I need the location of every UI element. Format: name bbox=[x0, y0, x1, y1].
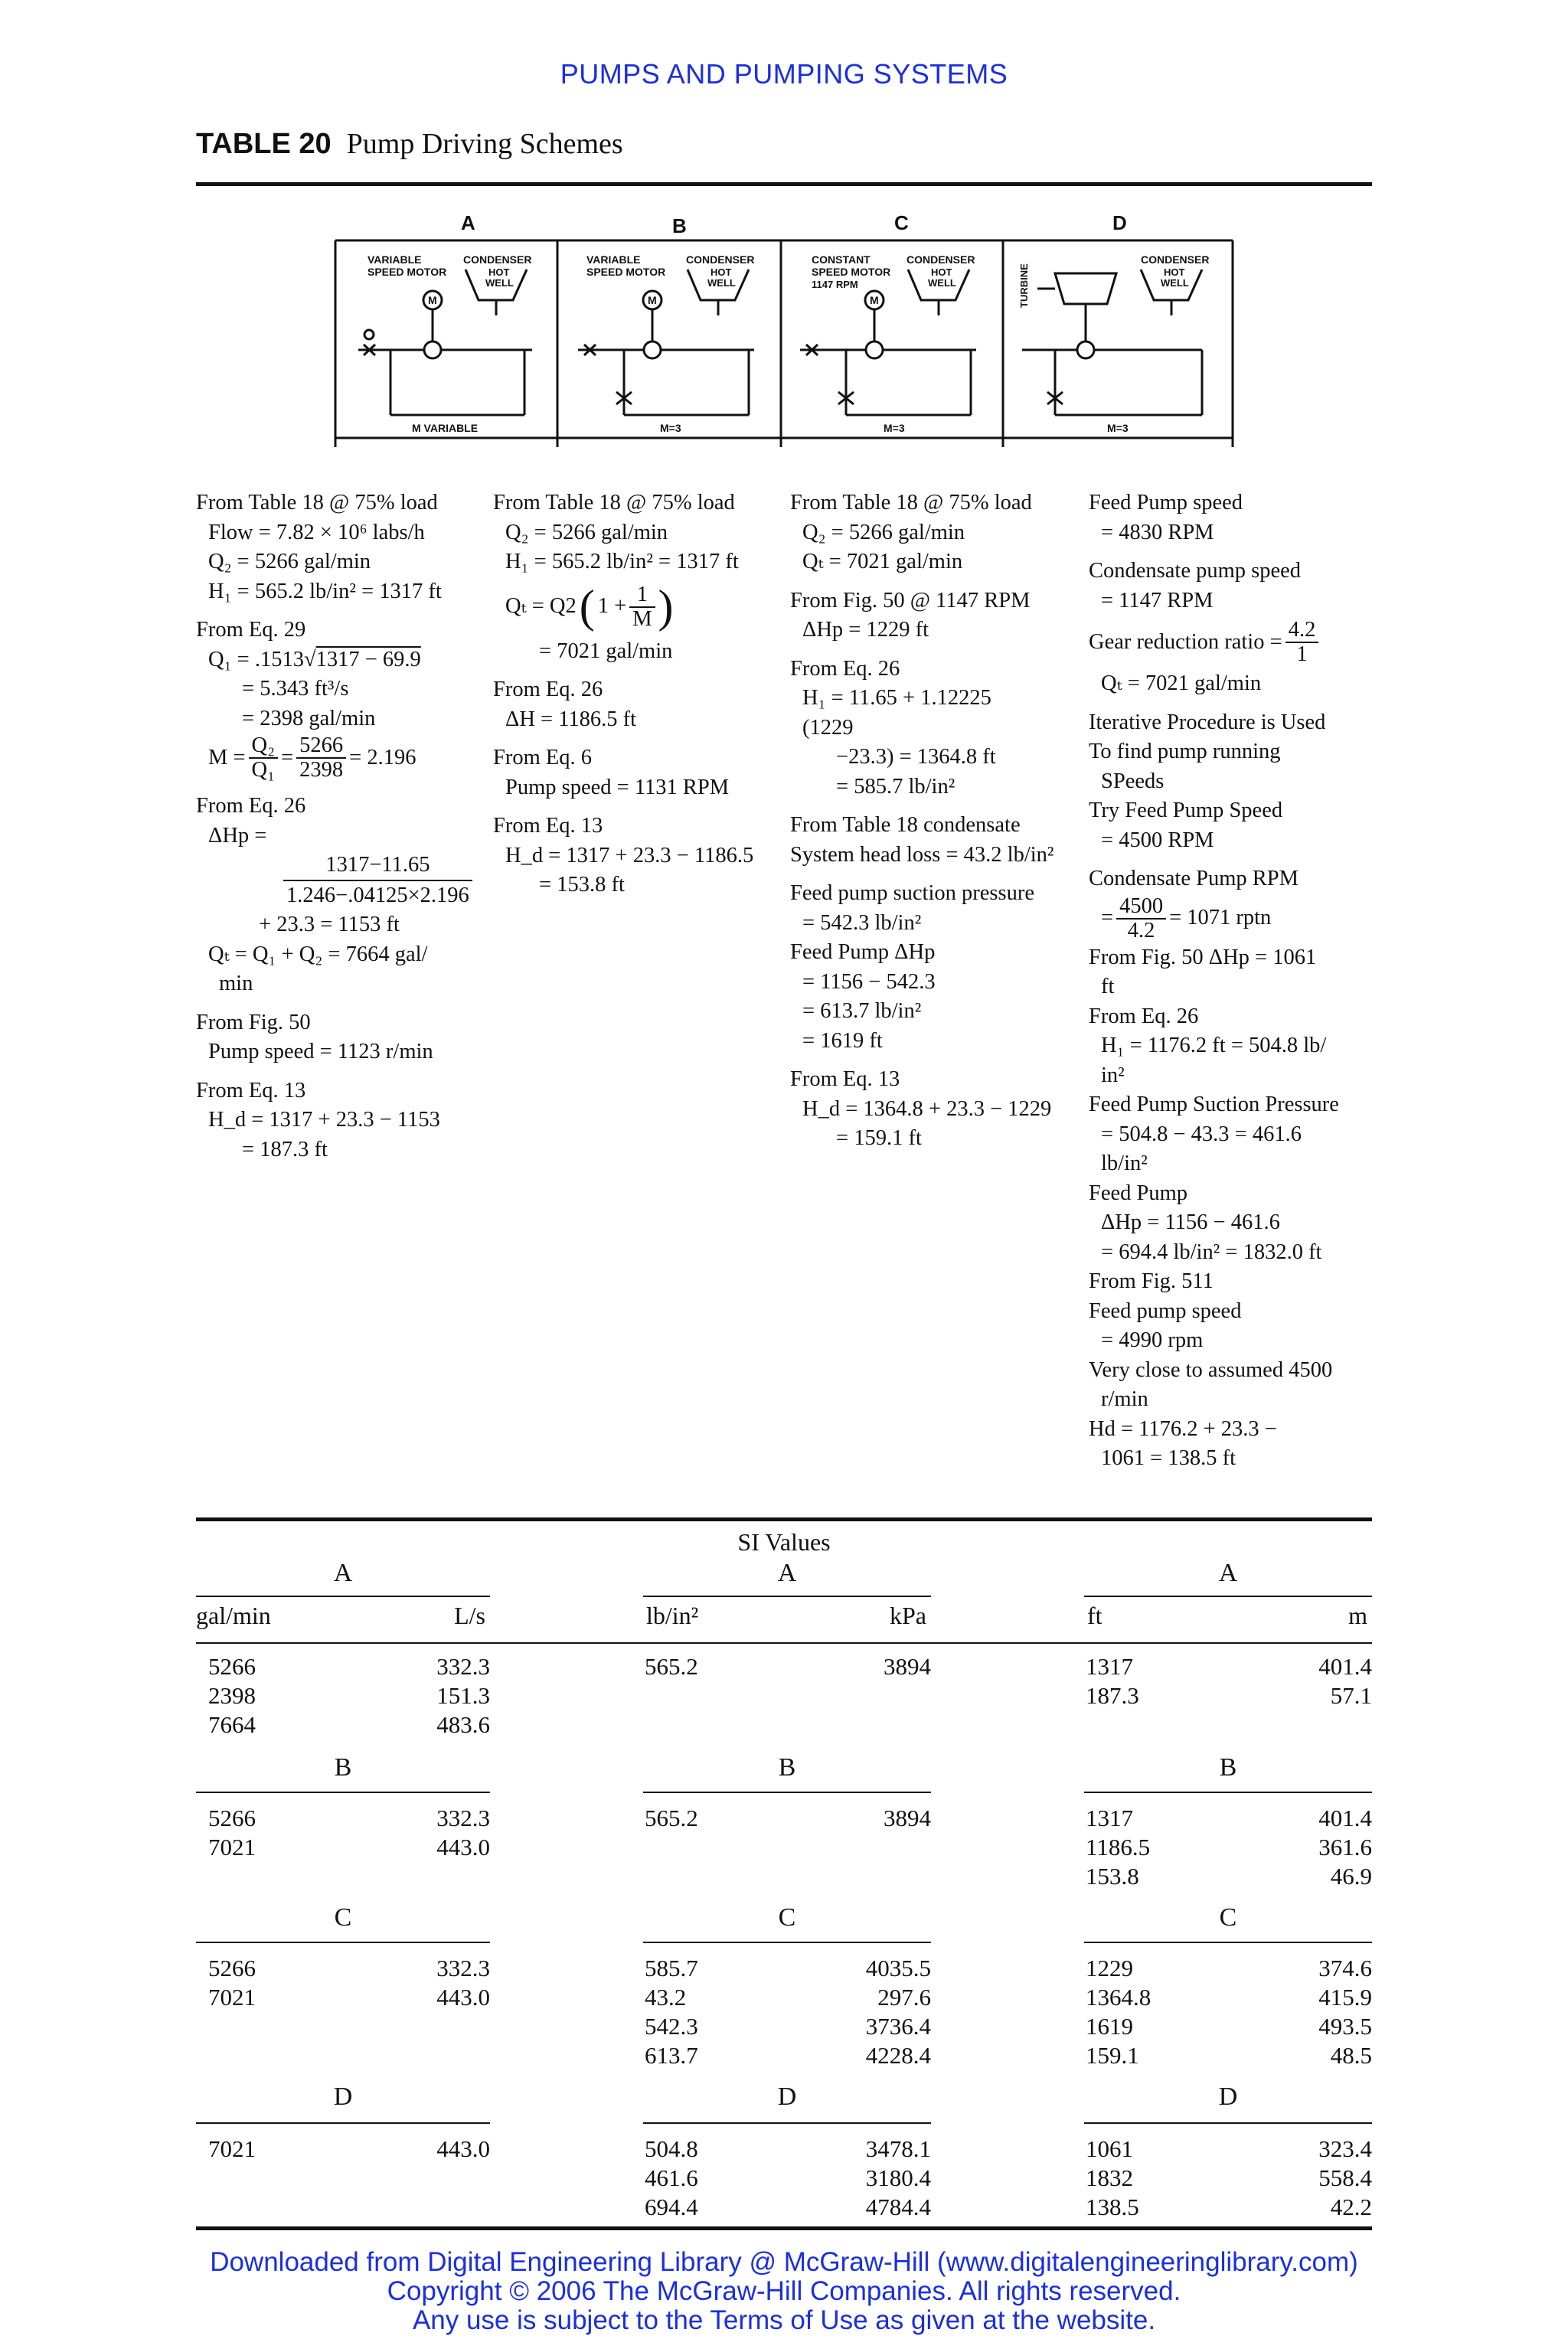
calc-line: ΔHp = 1229 ft bbox=[802, 618, 929, 642]
si-value-us: 5266 bbox=[208, 1653, 256, 1680]
footer-line-1: Downloaded from Digital Engineering Library @ McGraw-Hill (www.digitalengineeringlibrary.com) bbox=[210, 2247, 1358, 2277]
table-title bbox=[196, 127, 623, 161]
download-notice bbox=[0, 2248, 1568, 2335]
si-group-rule bbox=[196, 1596, 490, 1597]
panel-c-cond-1: CONDENSER bbox=[906, 253, 975, 266]
calc-line: = 4990 rpm bbox=[1101, 1328, 1204, 1352]
si-value-us: 1317 bbox=[1086, 1653, 1133, 1680]
si-group-label: C bbox=[778, 1903, 796, 1932]
panel-c-drive-2: SPEED MOTOR bbox=[812, 266, 891, 278]
si-value-si: 332.3 bbox=[436, 1805, 490, 1831]
panel-a-drive-1: VARIABLE bbox=[368, 253, 422, 266]
calc-line: Feed Pump speed bbox=[1089, 491, 1243, 514]
calc-line: Feed pump speed bbox=[1089, 1298, 1242, 1323]
panel-a-drive-2: SPEED MOTOR bbox=[368, 266, 447, 278]
calc-line: −23.3) = 1364.8 ft bbox=[836, 745, 996, 769]
panel-d-drive-1: TURBINE bbox=[1018, 263, 1030, 308]
si-unit-left: ft bbox=[1087, 1602, 1102, 1629]
panel-d-cond-2: HOT bbox=[1164, 266, 1185, 278]
si-value-us: 613.7 bbox=[645, 2042, 698, 2069]
panel-letter-c: C bbox=[894, 211, 909, 234]
calc-line: Q₂ = 5266 gal/min bbox=[505, 520, 668, 544]
si-group-rule bbox=[643, 2122, 931, 2124]
si-value-si: 415.9 bbox=[1318, 1984, 1372, 2011]
si-value-si: 323.4 bbox=[1318, 2135, 1372, 2162]
calc-line: From Eq. 26 bbox=[493, 678, 603, 701]
si-value-si: 57.1 bbox=[1330, 1682, 1372, 1709]
panel-d-bottom-label: M=3 bbox=[1107, 422, 1129, 434]
si-unit-right: L/s bbox=[454, 1602, 485, 1629]
calc-line: From Eq. 13 bbox=[196, 1078, 306, 1102]
panel-letter-a: A bbox=[461, 211, 475, 234]
si-value-si: 3894 bbox=[884, 1653, 931, 1680]
calc-line: Qₜ = 7021 gal/min bbox=[1101, 671, 1262, 695]
si-value-us: 159.1 bbox=[1086, 2042, 1139, 2069]
si-group-rule bbox=[643, 1792, 931, 1793]
calc-column-b bbox=[493, 488, 787, 900]
calc-line: = 7021 gal/min bbox=[539, 639, 673, 663]
calc-line: + 23.3 = 1153 ft bbox=[259, 913, 400, 936]
si-value-si: 3180.4 bbox=[865, 2164, 931, 2191]
calc-line: = 613.7 lb/in² bbox=[802, 999, 922, 1023]
si-group-rule bbox=[1084, 2122, 1372, 2124]
calc-line: From Table 18 @ 75% load bbox=[196, 491, 438, 514]
calc-line: = 159.1 ft bbox=[836, 1126, 922, 1150]
si-group-label: B bbox=[778, 1753, 796, 1782]
calc-line: Condensate Pump RPM bbox=[1089, 867, 1298, 890]
si-value-si: 483.6 bbox=[436, 1711, 490, 1738]
calc-line: Gear reduction ratio = $\frac{4.2}{1}$ bbox=[1089, 616, 1372, 669]
si-group-rule bbox=[196, 1792, 490, 1793]
calc-line: 1061 = 138.5 ft bbox=[1101, 1446, 1236, 1470]
calc-line: H_d = 1317 + 23.3 − 1186.5 bbox=[505, 843, 754, 867]
calc-line: = 187.3 ft bbox=[242, 1137, 328, 1161]
si-title: SI Values bbox=[737, 1528, 831, 1556]
si-group-label: C bbox=[1219, 1903, 1237, 1932]
si-value-si: 443.0 bbox=[436, 2135, 490, 2162]
si-group-rule bbox=[1084, 1596, 1372, 1597]
si-group-rule bbox=[1084, 1942, 1372, 1943]
si-value-si: 401.4 bbox=[1318, 1653, 1372, 1680]
si-group-label: A bbox=[1218, 1559, 1238, 1587]
si-value-us: 138.5 bbox=[1086, 2194, 1139, 2220]
si-value-us: 187.3 bbox=[1086, 1682, 1139, 1709]
si-value-us: 7021 bbox=[208, 2135, 256, 2162]
calc-line: = 694.4 lb/in² = 1832.0 ft bbox=[1101, 1240, 1322, 1264]
si-value-us: 1186.5 bbox=[1086, 1834, 1151, 1860]
calc-line: = 1156 − 542.3 bbox=[802, 969, 936, 994]
si-value-si: 443.0 bbox=[436, 1984, 490, 2011]
si-value-us: 565.2 bbox=[645, 1805, 698, 1831]
panel-c-cond-2: HOT bbox=[931, 266, 952, 278]
si-value-us: 585.7 bbox=[645, 1955, 698, 1981]
panel-b-drive-2: SPEED MOTOR bbox=[586, 266, 666, 278]
panel-d-cond-1: CONDENSER bbox=[1141, 253, 1210, 266]
calc-line: $\frac{1317-11.65}{1.246-.04125\times 2.196}$ bbox=[196, 851, 487, 910]
si-value-us: 1832 bbox=[1086, 2164, 1133, 2191]
si-value-us: 1317 bbox=[1086, 1805, 1133, 1831]
calc-line: min bbox=[219, 972, 253, 995]
si-group-label: D bbox=[1218, 2082, 1238, 2111]
si-value-si: 4035.5 bbox=[865, 1955, 931, 1981]
calc-line: To find pump running bbox=[1089, 740, 1281, 763]
calc-line: Feed Pump bbox=[1089, 1181, 1188, 1205]
si-group-label: D bbox=[777, 2082, 797, 2111]
si-value-si: 3736.4 bbox=[865, 2013, 931, 2040]
panel-c-drive-3: 1147 RPM bbox=[812, 279, 858, 290]
calc-line: From Fig. 50 bbox=[196, 1010, 311, 1034]
si-value-si: 151.3 bbox=[436, 1682, 490, 1709]
si-value-si: 443.0 bbox=[436, 1834, 490, 1860]
si-value-us: 7021 bbox=[208, 1834, 256, 1860]
calc-line: Iterative Procedure is Used bbox=[1089, 710, 1326, 734]
panel-b-drive-1: VARIABLE bbox=[586, 253, 641, 266]
calc-line: Pump speed = 1131 RPM bbox=[505, 775, 730, 799]
si-group-label: B bbox=[1219, 1753, 1237, 1782]
panel-b-cond-1: CONDENSER bbox=[686, 253, 755, 266]
panel-b-bottom-label: M=3 bbox=[660, 422, 681, 434]
si-units-rule bbox=[196, 1642, 1372, 1644]
panel-a-bottom-label: M VARIABLE bbox=[412, 422, 479, 434]
calc-line: = 4830 RPM bbox=[1101, 520, 1214, 544]
panel-c-drive-1: CONSTANT bbox=[812, 253, 871, 266]
calc-line: = 1619 ft bbox=[802, 1028, 883, 1053]
calc-line: From Fig. 511 bbox=[1089, 1269, 1214, 1293]
si-group-label: D bbox=[333, 2082, 353, 2111]
panel-b bbox=[578, 270, 754, 415]
si-unit-left: lb/in² bbox=[646, 1602, 699, 1629]
panel-d bbox=[1022, 270, 1202, 415]
calc-line: = 585.7 lb/in² bbox=[836, 774, 956, 799]
footer-line-2: Copyright © 2006 The McGraw-Hill Companies. All rights reserved. bbox=[387, 2276, 1181, 2306]
si-value-us: 7664 bbox=[208, 1711, 256, 1738]
si-value-si: 4784.4 bbox=[865, 2194, 931, 2220]
si-value-si: 48.5 bbox=[1330, 2042, 1372, 2069]
calc-line: Qₜ = 7021 gal/min bbox=[802, 550, 963, 573]
si-value-si: 558.4 bbox=[1318, 2164, 1372, 2191]
calc-line: Q₂ = 5266 gal/min bbox=[802, 520, 965, 544]
si-value-us: 5266 bbox=[208, 1805, 256, 1831]
calc-line: From Eq. 13 bbox=[790, 1067, 900, 1091]
si-unit-right: m bbox=[1348, 1602, 1367, 1629]
calc-line: Q₁ = .1513√1317 − 69.9 bbox=[208, 647, 421, 671]
si-group-rule bbox=[196, 2122, 490, 2124]
calc-line: Q₂ = 5266 gal/min bbox=[208, 550, 371, 573]
panel-letter-b: B bbox=[672, 214, 687, 237]
si-value-us: 1061 bbox=[1086, 2135, 1133, 2162]
calc-line: Feed pump suction pressure bbox=[790, 881, 1034, 905]
calc-line: From Eq. 26 bbox=[790, 656, 900, 681]
calc-line: = 153.8 ft bbox=[539, 873, 625, 897]
calc-line: = 2398 gal/min bbox=[242, 706, 376, 730]
calc-line: From Table 18 @ 75% load bbox=[493, 491, 735, 514]
si-value-us: 694.4 bbox=[645, 2194, 698, 2220]
calc-line: ΔHp = bbox=[208, 823, 267, 848]
si-group-rule bbox=[196, 1942, 490, 1943]
calc-line: = 542.3 lb/in² bbox=[802, 910, 922, 935]
calc-line: H_d = 1317 + 23.3 − 1153 bbox=[208, 1108, 440, 1132]
si-value-si: 361.6 bbox=[1318, 1834, 1372, 1860]
panel-a-cond-2: HOT bbox=[488, 266, 510, 278]
panel-c-bottom-label: M=3 bbox=[884, 422, 905, 434]
calc-line: M = $\frac{\text{Q₂}}{\text{Q₁}}$ = $\frac{5266}{2398}$ = 2.196 bbox=[208, 733, 416, 782]
calc-line: From Fig. 50 @ 1147 RPM bbox=[790, 588, 1031, 612]
calc-line: Feed Pump ΔHp bbox=[790, 940, 936, 964]
si-group-rule bbox=[643, 1942, 931, 1943]
si-value-us: 461.6 bbox=[645, 2164, 698, 2191]
panel-a-cond-3: WELL bbox=[485, 277, 514, 289]
si-value-si: 401.4 bbox=[1318, 1805, 1372, 1831]
panel-d-cond-3: WELL bbox=[1161, 277, 1189, 289]
calc-line: Pump speed = 1123 r/min bbox=[208, 1040, 433, 1063]
si-value-si: 332.3 bbox=[436, 1653, 490, 1680]
calc-line: = $\frac{4500}{4.2}$ = 1071 rptn bbox=[1101, 893, 1272, 942]
calc-line: From Eq. 13 bbox=[493, 814, 603, 838]
si-value-si: 42.2 bbox=[1330, 2194, 1372, 2220]
si-unit-right: kPa bbox=[890, 1602, 926, 1629]
calc-line: = 5.343 ft³/s bbox=[242, 677, 349, 701]
calc-line: H_d = 1364.8 + 23.3 − 1229 bbox=[802, 1096, 1052, 1121]
calc-line: From Table 18 condensate bbox=[790, 813, 1021, 837]
si-bottom-rule bbox=[196, 2226, 1372, 2230]
calc-line: H₁ = 1176.2 ft = 504.8 lb/ bbox=[1101, 1034, 1327, 1057]
running-head: PUMPS AND PUMPING SYSTEMS bbox=[560, 58, 1008, 90]
calc-line: = 4500 RPM bbox=[1101, 828, 1214, 852]
calc-line: H₁ = 11.65 + 1.12225 bbox=[802, 686, 991, 710]
si-value-us: 5266 bbox=[208, 1955, 256, 1981]
pump-schematic bbox=[322, 208, 1240, 461]
panel-a-cond-1: CONDENSER bbox=[463, 253, 532, 266]
calc-line: From Eq. 26 bbox=[196, 794, 306, 818]
panel-b-motor: M bbox=[648, 294, 657, 306]
calc-line: From Fig. 50 ΔHp = 1061 bbox=[1089, 945, 1317, 969]
si-value-us: 1364.8 bbox=[1086, 1984, 1152, 2011]
panel-b-cond-3: WELL bbox=[707, 277, 736, 289]
calc-line: SPeeds bbox=[1101, 769, 1165, 793]
calc-line: Qₜ = Q₁ + Q₂ = 7664 gal/ bbox=[208, 942, 428, 966]
calc-line: Flow = 7.82 × 10⁶ labs/h bbox=[208, 520, 425, 544]
footer-line-3: Any use is subject to the Terms of Use as given at the website. bbox=[412, 2305, 1156, 2335]
si-value-us: 1229 bbox=[1086, 1955, 1133, 1981]
calc-line: H₁ = 565.2 lb/in² = 1317 ft bbox=[208, 579, 442, 603]
calc-line: Qₜ = Q2 ( 1 + $\frac{1}{M}$ ) bbox=[505, 581, 674, 632]
panel-b-cond-2: HOT bbox=[710, 266, 732, 278]
top-rule bbox=[196, 182, 1372, 186]
calc-line: Very close to assumed 4500 bbox=[1089, 1357, 1333, 1382]
si-group-rule bbox=[643, 1596, 931, 1597]
calc-line: lb/in² bbox=[1101, 1152, 1148, 1175]
si-group-label: A bbox=[333, 1559, 353, 1587]
si-value-si: 3894 bbox=[884, 1805, 931, 1831]
panel-letter-d: D bbox=[1112, 211, 1127, 234]
si-value-si: 4228.4 bbox=[865, 2042, 931, 2069]
calc-line: Condensate pump speed bbox=[1089, 559, 1302, 583]
si-value-si: 332.3 bbox=[436, 1955, 490, 1981]
calc-line: System head loss = 43.2 lb/in² bbox=[790, 842, 1054, 867]
calc-line: in² bbox=[1101, 1063, 1125, 1087]
si-group-rule bbox=[1084, 1792, 1372, 1793]
calc-line: (1229 bbox=[802, 715, 854, 740]
panel-c-motor: M bbox=[870, 294, 879, 306]
si-value-us: 7021 bbox=[208, 1984, 256, 2011]
calc-line: H₁ = 565.2 lb/in² = 1317 ft bbox=[505, 550, 739, 573]
calc-line: ΔHp = 1156 − 461.6 bbox=[1101, 1210, 1280, 1234]
calc-line: Hd = 1176.2 + 23.3 − bbox=[1089, 1416, 1277, 1441]
calc-line: Feed Pump Suction Pressure bbox=[1089, 1093, 1339, 1116]
si-group-label: A bbox=[777, 1559, 797, 1587]
calc-line: = 1147 RPM bbox=[1101, 588, 1214, 612]
panel-a-motor: M bbox=[428, 294, 437, 306]
si-value-us: 1619 bbox=[1086, 2013, 1133, 2040]
si-value-us: 153.8 bbox=[1086, 1863, 1139, 1890]
calc-line: ΔH = 1186.5 ft bbox=[505, 707, 637, 731]
table-caption: Pump Driving Schemes bbox=[346, 128, 623, 160]
si-value-si: 297.6 bbox=[877, 1984, 931, 2011]
si-group-label: C bbox=[334, 1903, 352, 1932]
table-label: TABLE 20 bbox=[196, 128, 332, 160]
panel-a bbox=[358, 270, 532, 415]
panel-c bbox=[800, 270, 976, 415]
si-top-rule bbox=[196, 1517, 1372, 1521]
si-value-us: 565.2 bbox=[645, 1653, 698, 1680]
si-value-si: 374.6 bbox=[1318, 1955, 1372, 1981]
si-value-us: 43.2 bbox=[645, 1984, 687, 2011]
calc-line: r/min bbox=[1101, 1387, 1148, 1411]
calc-line: = 504.8 − 43.3 = 461.6 bbox=[1101, 1122, 1302, 1146]
si-group-label: B bbox=[334, 1753, 352, 1782]
calc-line: From Table 18 @ 75% load bbox=[790, 491, 1032, 514]
calc-line: From Eq. 6 bbox=[493, 746, 593, 769]
si-value-si: 46.9 bbox=[1330, 1863, 1372, 1890]
calc-column-c bbox=[790, 488, 1093, 1154]
calc-line: From Eq. 29 bbox=[196, 618, 306, 642]
calc-line: Try Feed Pump Speed bbox=[1089, 799, 1283, 822]
si-value-si: 493.5 bbox=[1318, 2013, 1372, 2040]
si-value-us: 504.8 bbox=[645, 2135, 698, 2162]
si-value-us: 2398 bbox=[208, 1682, 256, 1709]
si-value-us: 542.3 bbox=[645, 2013, 698, 2040]
si-unit-left: gal/min bbox=[196, 1602, 271, 1629]
calc-column-d bbox=[1089, 488, 1372, 1474]
calc-line: From Eq. 26 bbox=[1089, 1004, 1199, 1028]
si-value-si: 3478.1 bbox=[865, 2135, 931, 2162]
calc-column-a bbox=[196, 488, 487, 1165]
calc-line: ft bbox=[1101, 975, 1115, 998]
panel-c-cond-3: WELL bbox=[928, 277, 956, 289]
